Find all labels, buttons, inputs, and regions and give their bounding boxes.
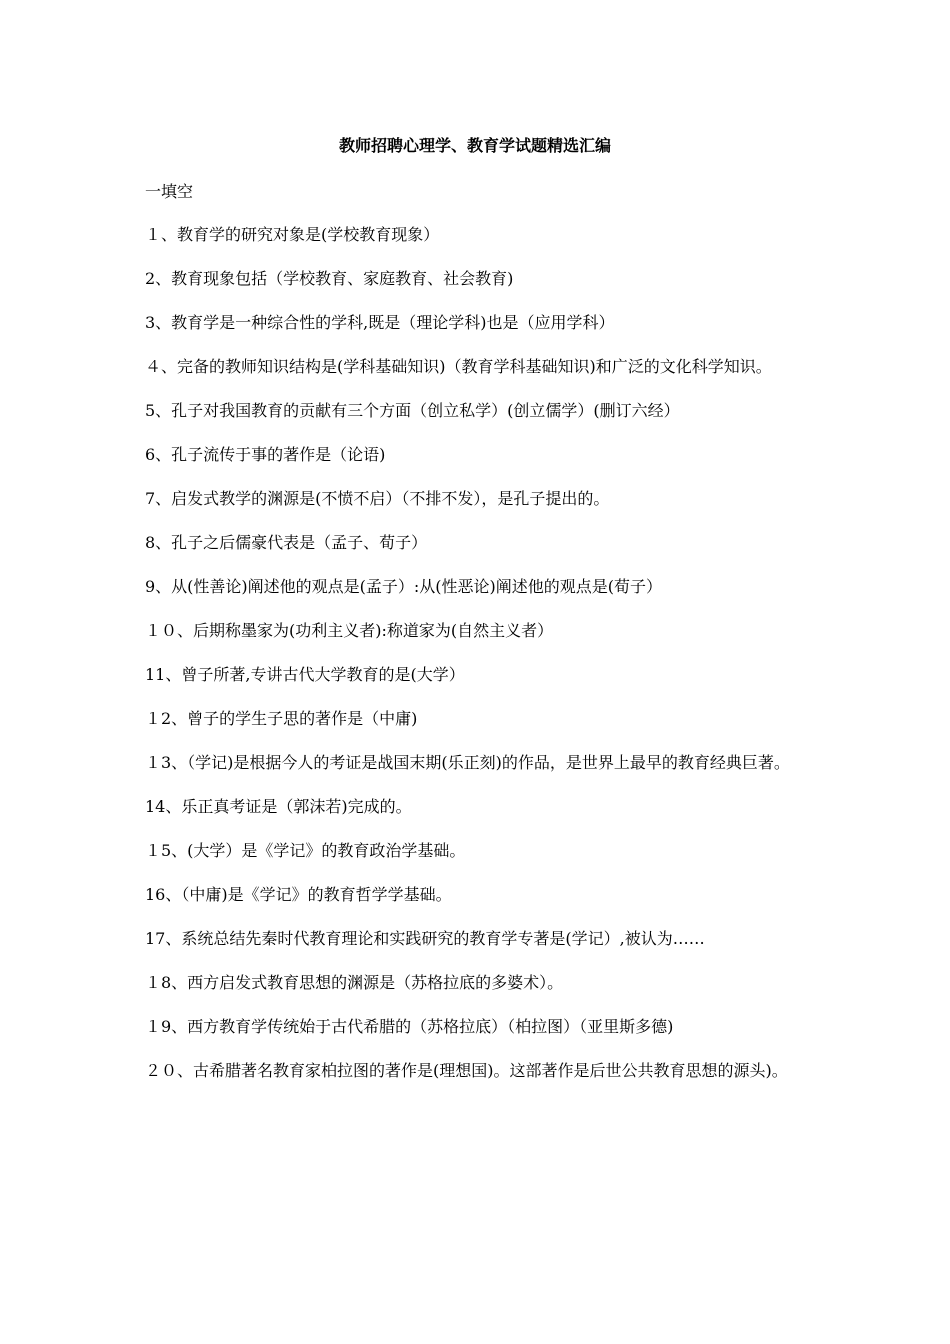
question-list <box>145 223 810 1103</box>
list-item: 16、（中庸)是《学记》的教育哲学学基础。 <box>145 885 452 904</box>
list-item: １5、(大学）是《学记》的教育政治学基础。 <box>145 841 466 860</box>
list-item: １０、后期称墨家为(功利主义者):称道家为(自然主义者） <box>145 621 554 640</box>
list-item: 17、系统总结先秦时代教育理论和实践研究的教育学专著是(学记）,被认为…… <box>145 929 705 948</box>
list-item: １2、曾子的学生子思的著作是（中庸) <box>145 709 418 728</box>
section-heading: 一填空 <box>145 182 194 201</box>
list-item: 9、从(性善论)阐述他的观点是(孟子）:从(性恶论)阐述他的观点是(荀子） <box>145 577 663 596</box>
list-item: 8、孔子之后儒豪代表是（孟子、荀子） <box>145 533 428 552</box>
list-item: 11、曾子所著,专讲古代大学教育的是(大学） <box>145 665 465 684</box>
list-item: ４、完备的教师知识结构是(学科基础知识)（教育学科基础知识)和广泛的文化科学知识。 <box>145 357 772 376</box>
list-item: 2、教育现象包括（学校教育、家庭教育、社会教育) <box>145 269 514 288</box>
list-item: 7、启发式教学的渊源是(不愤不启）（不排不发），是孔子提出的。 <box>145 489 610 508</box>
list-item: ２０、古希腊著名教育家柏拉图的著作是(理想国)。这部著作是后世公共教育思想的源头)。 <box>145 1061 788 1080</box>
document-title: 教师招聘心理学、教育学试题精选汇编 <box>338 136 611 155</box>
list-item: 5、孔子对我国教育的贡献有三个方面（创立私学）(创立儒学）(删订六经） <box>145 401 680 420</box>
list-item: １3、（学记)是根据今人的考证是战国末期(乐正刻)的作品，是世界上最早的教育经典巨著。 <box>145 753 790 772</box>
list-item: １9、西方教育学传统始于古代希腊的（苏格拉底）（柏拉图）（亚里斯多德) <box>145 1017 674 1036</box>
list-item: 14、乐正真考证是（郭沫若)完成的。 <box>145 797 412 816</box>
list-item: １8、西方启发式教育思想的渊源是（苏格拉底的多婆术）。 <box>145 973 564 992</box>
list-item: 3、教育学是一种综合性的学科,既是（理论学科)也是（应用学科） <box>145 313 615 332</box>
list-item: １、教育学的研究对象是(学校教育现象） <box>145 225 440 244</box>
list-item: 6、孔子流传于事的著作是（论语) <box>145 445 386 464</box>
